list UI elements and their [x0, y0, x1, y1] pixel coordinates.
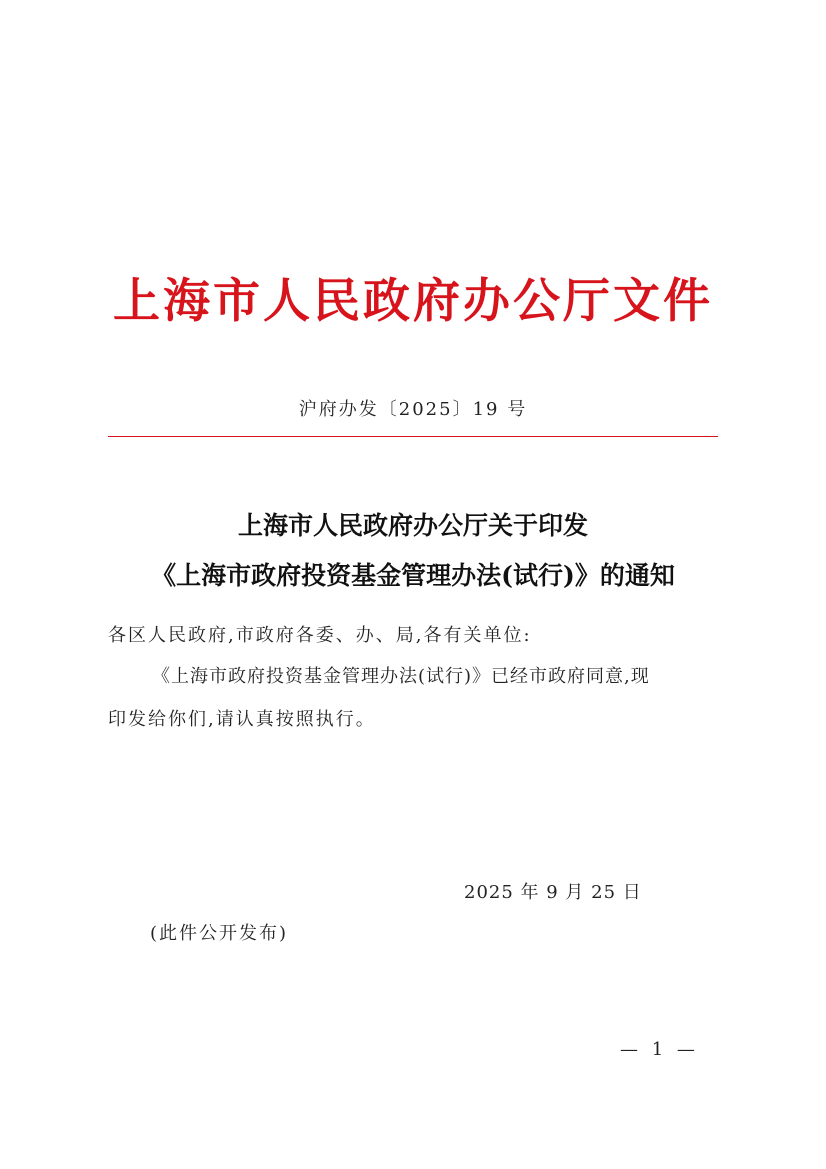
page-number: — 1 — [620, 1039, 699, 1060]
salutation: 各区人民政府,市政府各委、办、局,各有关单位: [108, 625, 532, 646]
masthead-title: 上海市人民政府办公厅文件 [113, 274, 713, 329]
notice-title-line-2: 《上海市政府投资基金管理办法(试行)》的通知 [151, 561, 675, 590]
red-separator-line [108, 436, 718, 437]
document-number: 沪府办发〔2025〕19 号 [298, 399, 528, 420]
notice-title-line-1: 上海市人民政府办公厅关于印发 [237, 511, 588, 540]
body-text-line-1: 《上海市政府投资基金管理办法(试行)》已经市政府同意,现 [152, 666, 650, 687]
body-text-line-2: 印发给你们,请认真按照执行。 [108, 709, 376, 730]
public-release-note: (此件公开发布) [150, 923, 289, 944]
issue-date: 2025 年 9 月 25 日 [464, 882, 642, 903]
